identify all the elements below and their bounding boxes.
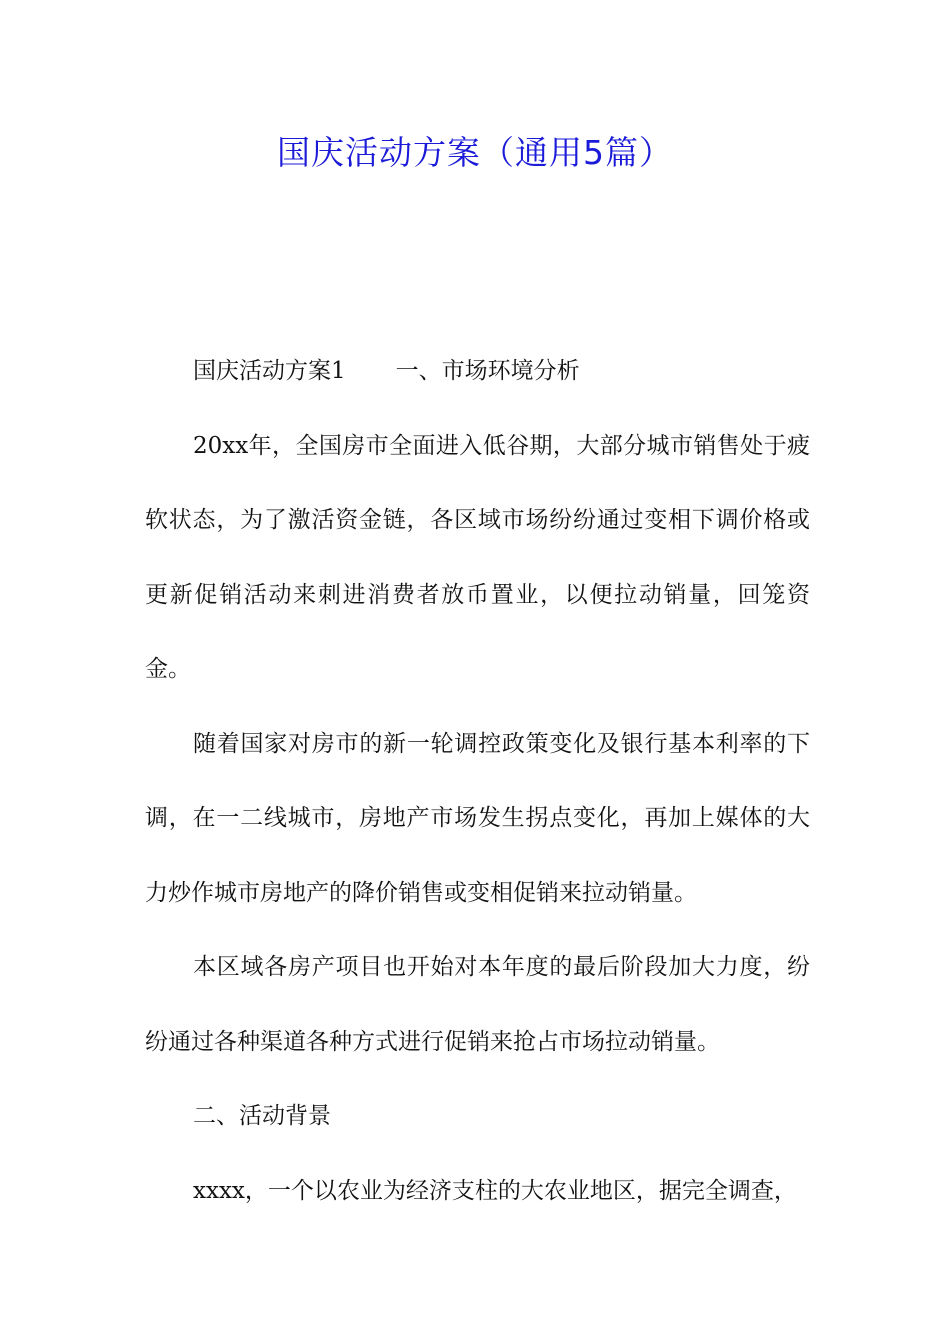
section-heading-market: 一、市场环境分析 bbox=[395, 358, 580, 384]
paragraph-regional-promotion: 本区域各房产项目也开始对本年度的最后阶段加大力度，纷纷通过各种渠道各种方式进行促销来抢占市场拉动销量。 bbox=[145, 954, 810, 1055]
paragraph-market-downturn: 20xx年，全国房市全面进入低谷期，大部分城市销售处于疲软状态，为了激活资金链，各区域市场纷纷通过变相下调价格或更新促销活动来刺进消费者放币置业，以便拉动销量，回笼资金。 bbox=[145, 432, 810, 682]
plan-number-label: 国庆活动方案1 bbox=[193, 358, 346, 384]
section-heading-background: 二、活动背景 bbox=[193, 1103, 331, 1129]
document-body bbox=[145, 334, 810, 1228]
paragraph-policy-change: 随着国家对房市的新一轮调控政策变化及银行基本利率的下调，在一二线城市，房地产市场发生拐点变化，再加上媒体的大力炒作城市房地产的降价销售或变相促销来拉动销量。 bbox=[145, 730, 810, 906]
section-heading-line bbox=[145, 334, 810, 409]
paragraph-background: xxxx，一个以农业为经济支柱的大农业地区，据完全调查， bbox=[193, 1177, 797, 1204]
document-title: 国庆活动方案（通用5篇） bbox=[277, 133, 673, 172]
